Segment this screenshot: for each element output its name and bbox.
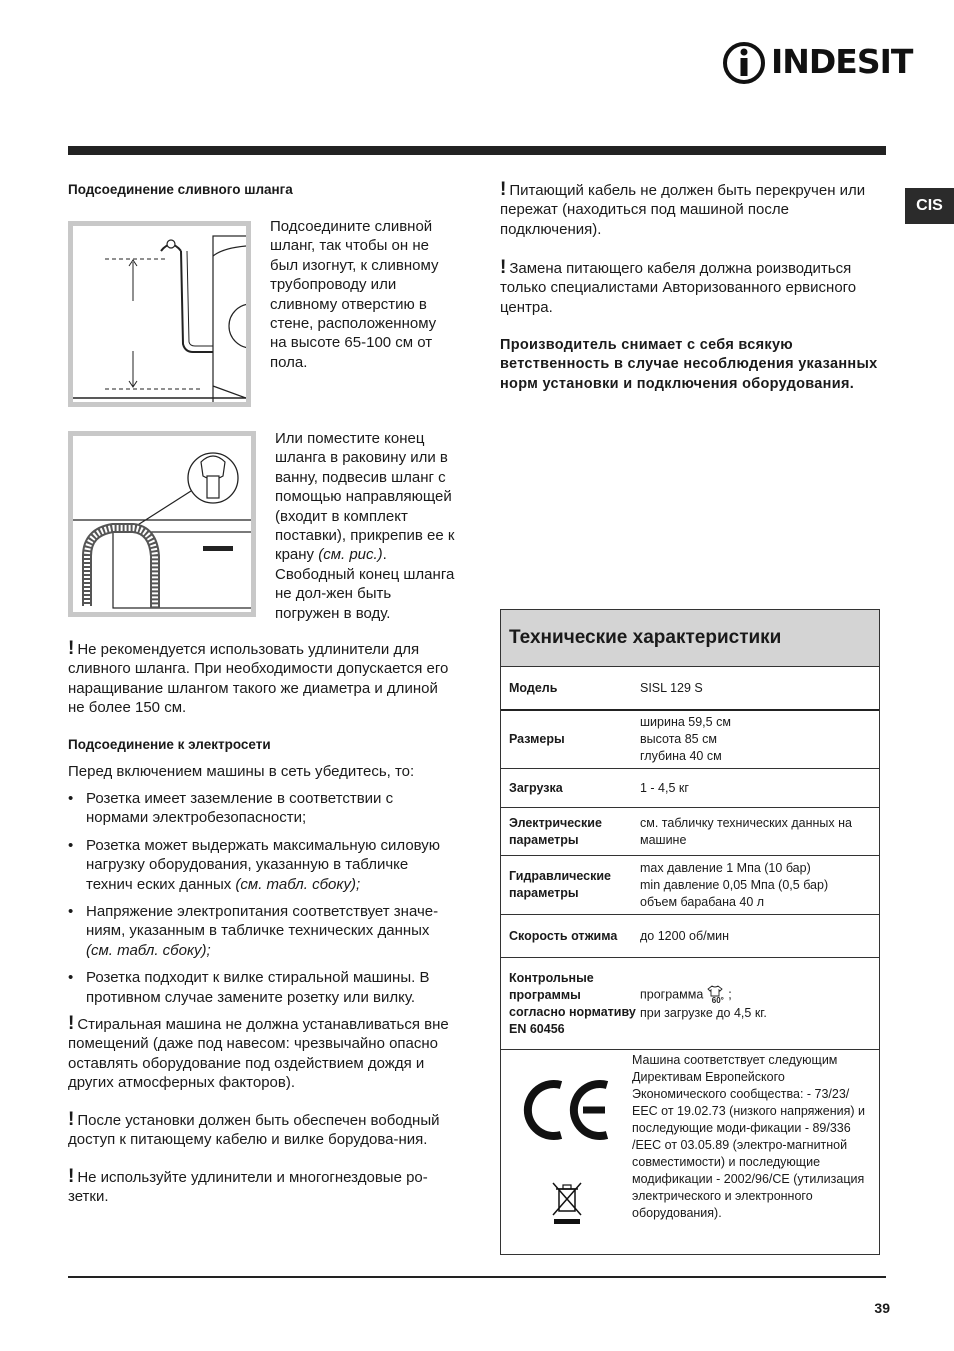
warning-icon: ! xyxy=(500,257,507,278)
access-warning-text: После установки должен быть обеспечен вободный доступ к питающему кабелю и вилке борудова-ния. xyxy=(68,1112,440,1149)
value-line: ширина 59,5 см xyxy=(640,715,731,729)
table-row xyxy=(501,769,879,808)
cable-warning xyxy=(500,181,886,239)
compliance-marks xyxy=(501,1050,632,1254)
electric-checklist xyxy=(68,789,454,1015)
warning-icon: ! xyxy=(68,1013,75,1034)
program-temp: 60° xyxy=(711,996,724,1005)
drain-warning xyxy=(68,640,454,718)
table-row xyxy=(501,958,879,1050)
weee-bin-icon xyxy=(550,1181,584,1225)
value-line: min давление 0,05 Мпа (0,5 бар) xyxy=(640,877,829,892)
row-label: Скорость отжима xyxy=(509,928,618,943)
row-value xyxy=(640,856,879,914)
list-item-text: Розетка может выдержать максимальную силовую нагрузку оборудования, указанную в табличке технич еских данных xyxy=(86,836,441,893)
electric-intro: Перед включением машины в сеть убедитесь, то: xyxy=(68,763,415,780)
drain-text-2a: Или поместите конец шланга в раковину или в ванну, подвесив шланг с помощью направляющей (входит в комплект поставки), прикрепив ее к крану xyxy=(275,430,455,564)
drain-heading: Подсоединение сливного шланга xyxy=(68,182,293,197)
warning-icon: ! xyxy=(68,638,75,659)
value-line: max давление 1 Мпа (10 бар) xyxy=(640,860,811,875)
spec-table xyxy=(500,609,880,1255)
list-item xyxy=(68,789,454,828)
logo-i-icon xyxy=(723,40,767,86)
electric-heading: Подсоединение к электросети xyxy=(68,737,271,752)
drain-text-2c: . Свободный конец шланга не дол-жен быть погружен в воду. xyxy=(275,546,455,622)
row-value xyxy=(640,958,879,1049)
footer-rule xyxy=(68,1276,886,1278)
wall-drain-illustration xyxy=(73,226,246,402)
value-line xyxy=(640,985,732,1005)
header-rule xyxy=(68,146,886,155)
cable-replace-text: Замена питающего кабеля должна роизводиться только специалистами Авторизованного ервисного центра. xyxy=(500,260,857,316)
row-label: Контрольные программы согласно нормативу EN 60456 xyxy=(509,970,636,1036)
cable-replace-warning xyxy=(500,259,886,317)
program-label: программа xyxy=(640,987,704,1002)
row-label: Электрические параметры xyxy=(509,815,602,847)
ce-mark-icon xyxy=(521,1079,613,1141)
table-ref: (см. табл. сбоку); xyxy=(235,875,361,893)
outdoor-warning-text: Стиральная машина не должна устанавливаться вне помещений (даже под навесом: чрезвычайно опасно оставлять оборудование под оздействием дождя и других атмосферных факторов). xyxy=(68,1016,449,1092)
drain-warning-text: Не рекомендуется использовать удлинители для сливного шланга. При необходимости допускается его наращивание шлангом такого же диаметра и длиной не более 150 см. xyxy=(68,641,449,717)
row-value: 1 - 4,5 кг xyxy=(640,780,689,795)
cotton-program-icon xyxy=(707,985,725,1005)
table-row xyxy=(501,808,879,856)
language-tab: CIS xyxy=(905,188,954,224)
list-item xyxy=(68,968,454,1007)
drain-text-2 xyxy=(275,429,455,623)
row-value xyxy=(640,711,879,768)
list-item-text: Розетка подходит к вилке стиральной машины. В противном случае замените розетку или вилку. xyxy=(86,969,430,1006)
table-row xyxy=(501,856,879,915)
outdoor-warning xyxy=(68,1015,454,1093)
value-line: при загрузке до 4,5 кг. xyxy=(640,1006,767,1020)
sink-drain-illustration xyxy=(73,436,251,612)
list-item xyxy=(68,836,454,894)
list-item-text: Розетка имеет заземление в соответствии с нормами электробезопасности; xyxy=(86,790,394,827)
row-value: см. табличку технических данных на машине xyxy=(640,815,852,847)
table-row xyxy=(501,1050,879,1254)
compliance-text: Машина соответствует следующим Директивам Европейского Экономического сообщества: - 73/23/ EEC от 19.02.73 (низкого напряжения) и последующие моди-фикации - 89/336 /EEC от 03.05.89 (электро-магнитной совместимости) и последующие модификации - 2002/96/CE (утилизация электрического и электронного оборудования). xyxy=(632,1053,866,1220)
extension-warning xyxy=(68,1168,454,1207)
warning-icon: ! xyxy=(68,1166,75,1187)
row-value: SISL 129 S xyxy=(640,680,703,695)
drain-figure-2 xyxy=(68,431,256,617)
manufacturer-disclaimer: Производитель снимает с себя всякую ветственность в случае несоблюдения указанных норм установки и подключения оборудования. xyxy=(500,337,878,392)
warning-icon: ! xyxy=(68,1109,75,1130)
brand-name: INDESIT xyxy=(771,42,913,81)
table-row xyxy=(501,915,879,958)
drain-text-1: Подсоедините сливной шланг, так чтобы он не был изогнут, к сливному трубопроводу или сливному отверстию в стене, расположенному на высоте 65-100 см от пола. xyxy=(270,218,439,371)
table-ref: (см. табл. сбоку); xyxy=(86,941,211,959)
row-label: Размеры xyxy=(509,732,565,746)
warning-icon: ! xyxy=(500,179,507,200)
cable-warning-text: Питающий кабель не должен быть перекручен или пережат (находиться под машиной после подключения). xyxy=(500,182,866,238)
program-sep: ; xyxy=(728,987,732,1002)
value-line: объем барабана 40 л xyxy=(640,894,765,909)
drain-figure-1 xyxy=(68,221,251,407)
page-number: 39 xyxy=(874,1300,890,1316)
row-label: Модель xyxy=(509,680,558,695)
value-line: глубина 40 см xyxy=(640,749,722,763)
table-row xyxy=(501,711,879,769)
figure-ref: (см. рис.) xyxy=(318,546,383,564)
row-value: до 1200 об/мин xyxy=(640,928,730,943)
extension-warning-text: Не используйте удлинители и многогнездовые ро-зетки. xyxy=(68,1169,428,1206)
value-line: высота 85 см xyxy=(640,732,717,746)
indesit-logo xyxy=(723,40,913,86)
row-label: Загрузка xyxy=(509,780,563,795)
list-item-text: Напряжение электропитания соответствует значе-ниям, указанным в табличке технических данных xyxy=(86,903,439,940)
row-label: Гидравлические параметры xyxy=(509,869,612,900)
table-row xyxy=(501,667,879,711)
list-item xyxy=(68,902,454,960)
access-warning xyxy=(68,1111,454,1150)
spec-title: Технические характеристики xyxy=(501,610,879,667)
